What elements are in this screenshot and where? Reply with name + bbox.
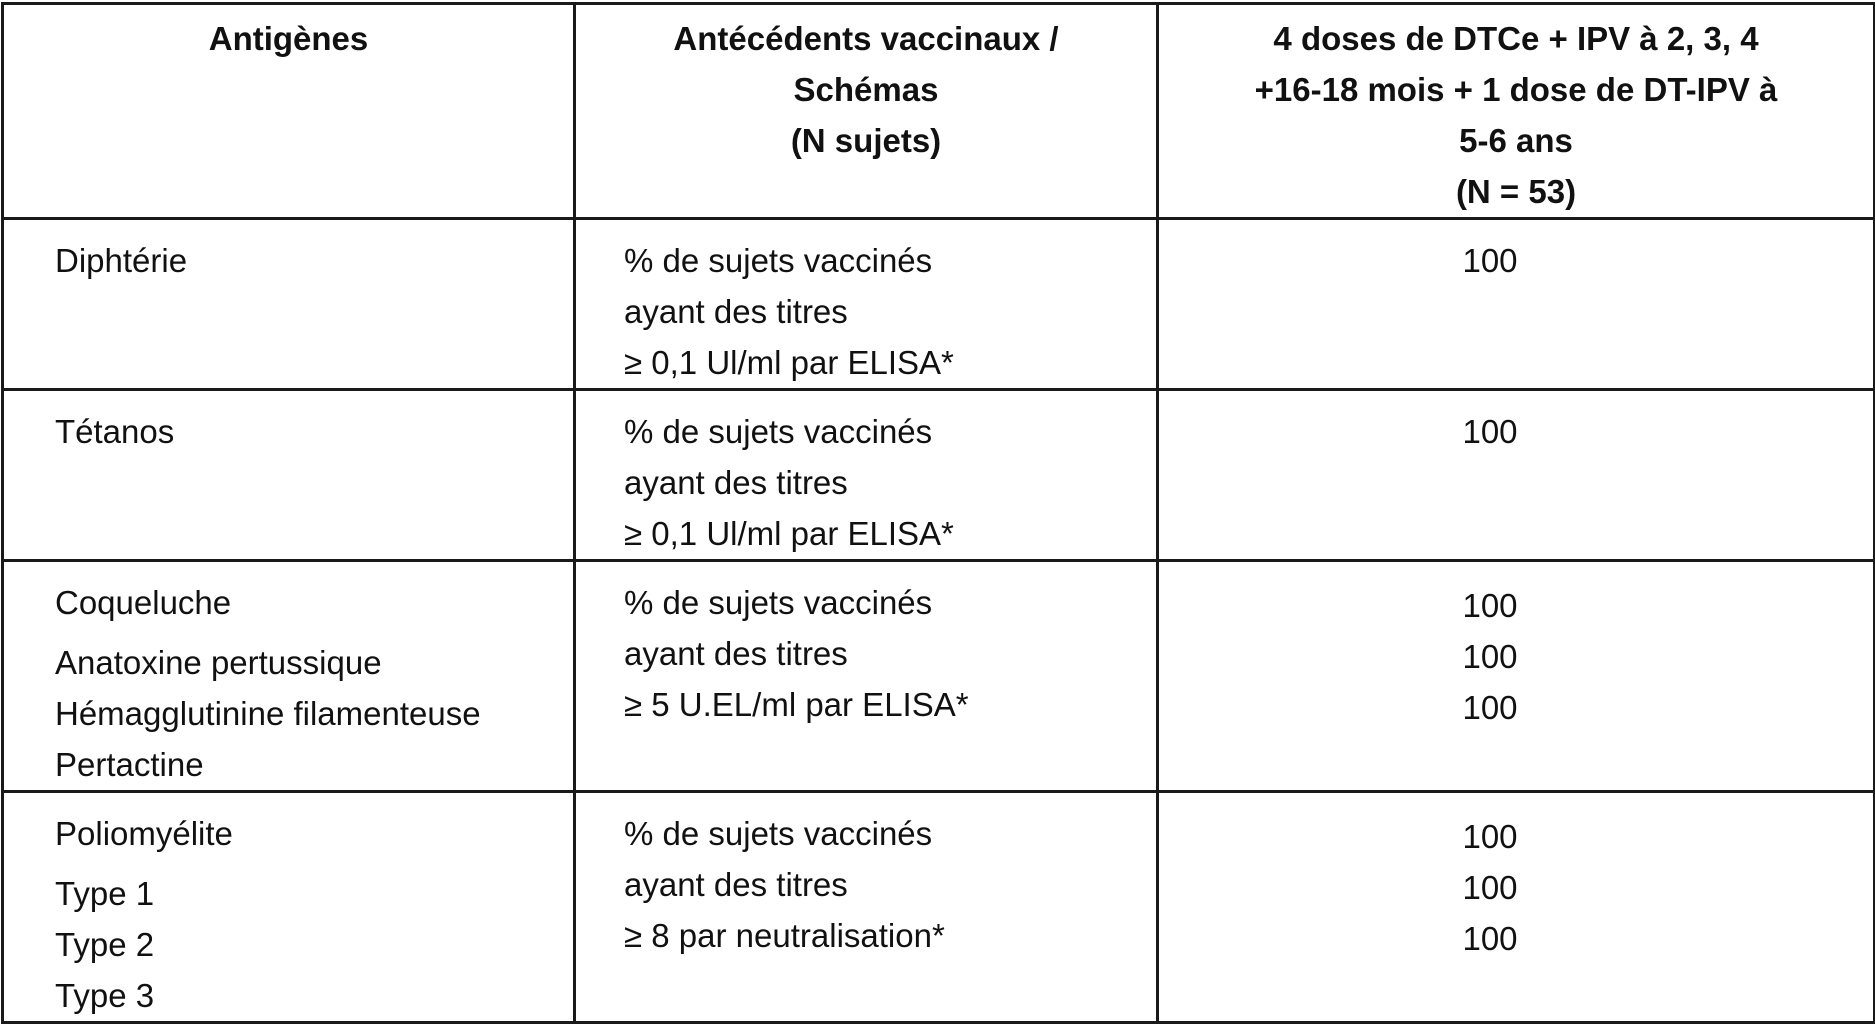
table-row	[3, 219, 1875, 390]
sub-antigen: Anatoxine pertussique	[55, 644, 382, 681]
antigen-cell	[3, 390, 575, 561]
sub-antigen-list	[55, 868, 573, 1021]
criterion-line: ≥ 8 par neutralisation*	[624, 917, 945, 954]
antigen-name: Coqueluche	[55, 584, 232, 621]
antigen-name: Tétanos	[55, 413, 175, 450]
value: 100	[1462, 413, 1518, 450]
sub-antigen: Pertactine	[55, 746, 204, 783]
criterion-line: ayant des titres	[624, 293, 848, 330]
criterion-line: % de sujets vaccinés	[624, 242, 933, 279]
header-antigens	[3, 4, 575, 219]
criterion-line: % de sujets vaccinés	[624, 584, 933, 621]
header-line: (N = 53)	[1455, 173, 1577, 210]
antigen-cell	[3, 219, 575, 390]
antigen-name: Poliomyélite	[55, 815, 233, 852]
header-line: Antécédents vaccinaux /	[673, 20, 1059, 57]
header-line: 4 doses de DTCe + IPV à 2, 3, 4	[1273, 20, 1759, 57]
value: 100	[1462, 818, 1518, 855]
header-line: +16-18 mois + 1 dose de DT-IPV à	[1254, 71, 1778, 108]
table-row	[3, 561, 1875, 792]
table-row	[3, 390, 1875, 561]
antigen-name: Diphtérie	[55, 242, 188, 279]
value-cell	[1158, 561, 1875, 792]
immunogenicity-table	[1, 2, 1875, 1024]
header-vaccination-history	[575, 4, 1158, 219]
value-cell	[1158, 390, 1875, 561]
antigen-cell	[3, 561, 575, 792]
sub-antigen: Type 2	[55, 926, 155, 963]
table-row	[3, 792, 1875, 1023]
value: 100	[1462, 587, 1518, 624]
value-cell	[1158, 219, 1875, 390]
header-line: 5-6 ans	[1459, 122, 1573, 159]
criterion-line: ≥ 5 U.EL/ml par ELISA*	[624, 686, 969, 723]
criterion-cell	[575, 792, 1158, 1023]
header-line: (N sujets)	[790, 122, 942, 159]
sub-antigen: Type 3	[55, 977, 155, 1014]
criterion-line: ≥ 0,1 Ul/ml par ELISA*	[624, 344, 954, 381]
criterion-cell	[575, 390, 1158, 561]
header-dose-schedule	[1158, 4, 1875, 219]
criterion-line: % de sujets vaccinés	[624, 413, 933, 450]
criterion-line: ayant des titres	[624, 866, 848, 903]
header-line: Schémas	[793, 71, 939, 108]
criterion-line: ayant des titres	[624, 464, 848, 501]
sub-antigen: Hémagglutinine filamenteuse	[55, 695, 481, 732]
value: 100	[1462, 869, 1518, 906]
sub-antigen: Type 1	[55, 875, 155, 912]
header-antigens-label: Antigènes	[208, 20, 369, 57]
value: 100	[1462, 920, 1518, 957]
value-cell	[1158, 792, 1875, 1023]
value: 100	[1462, 638, 1518, 675]
criterion-cell	[575, 561, 1158, 792]
sub-antigen-list	[55, 637, 573, 790]
value: 100	[1462, 242, 1518, 279]
criterion-line: ≥ 0,1 Ul/ml par ELISA*	[624, 515, 954, 552]
criterion-cell	[575, 219, 1158, 390]
criterion-line: ayant des titres	[624, 635, 848, 672]
criterion-line: % de sujets vaccinés	[624, 815, 933, 852]
table-header-row	[3, 4, 1875, 219]
antigen-cell	[3, 792, 575, 1023]
value: 100	[1462, 689, 1518, 726]
